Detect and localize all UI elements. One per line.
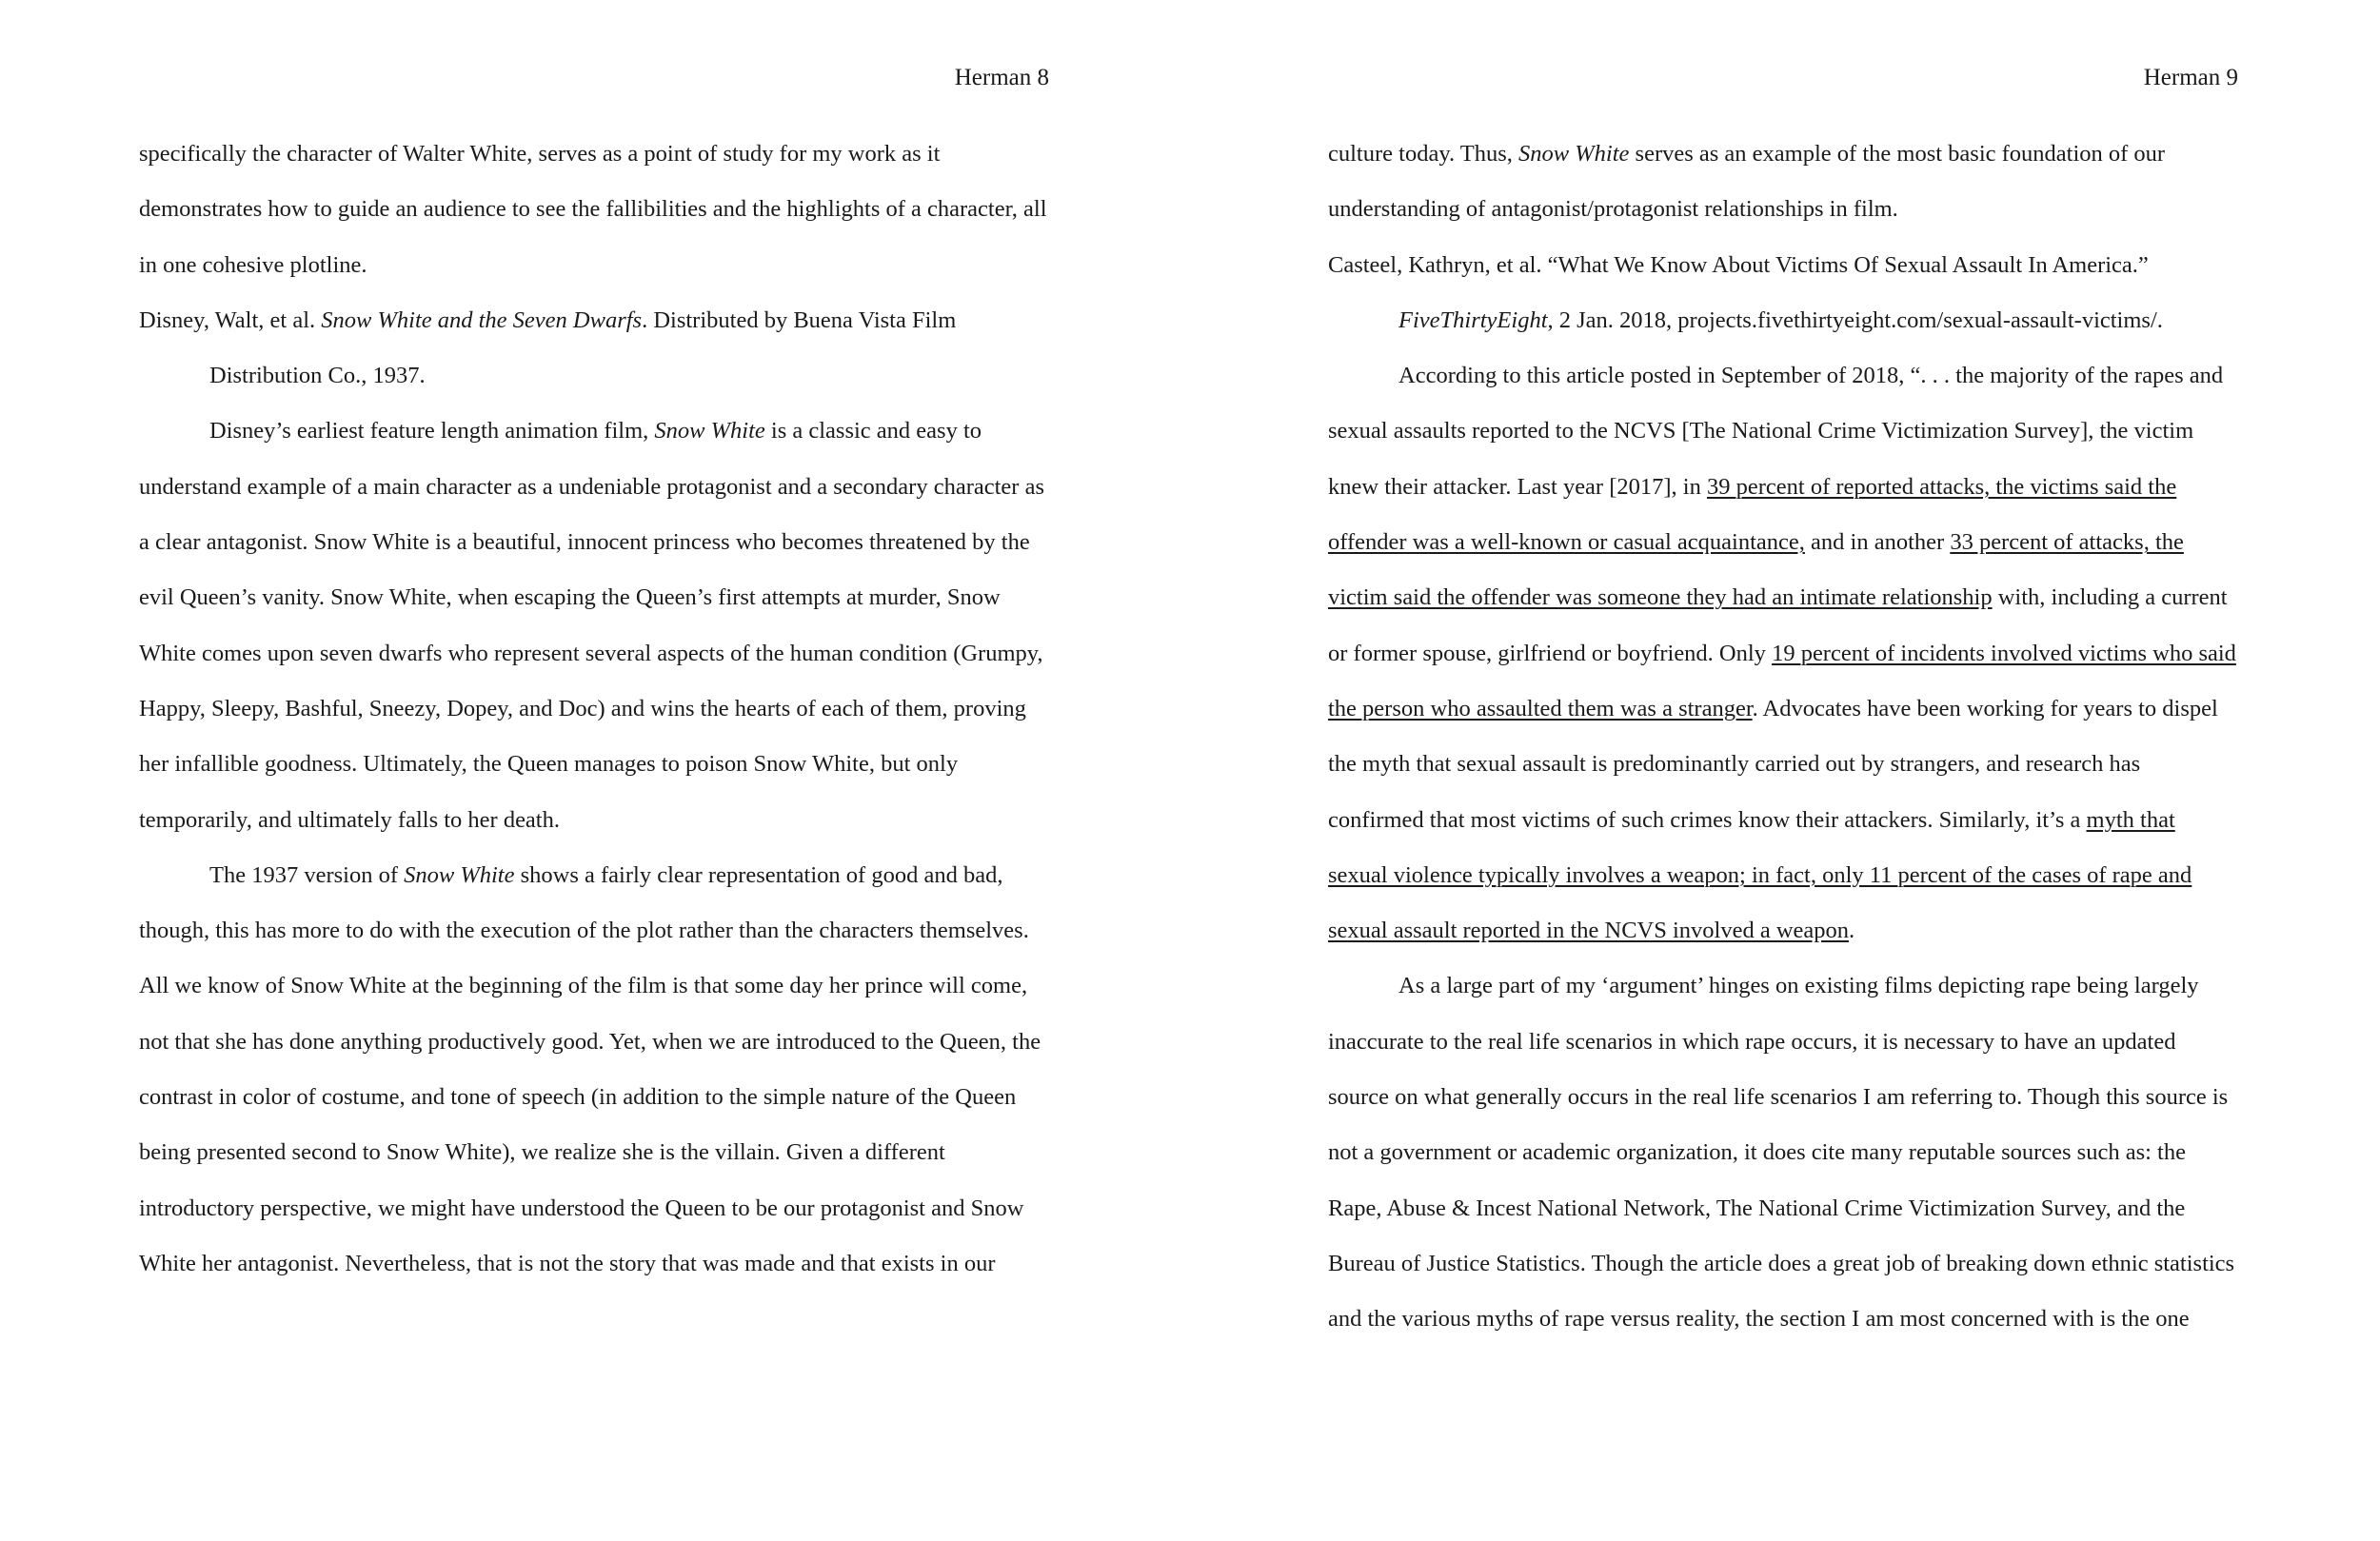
text-line: temporarily, and ultimately falls to her death. [139, 806, 560, 833]
text-run: confirmed that most victims of such crimes know their attackers. Similarly, it’s a [1328, 806, 2087, 833]
text-line: All we know of Snow White at the beginning of the film is that some day her prince will come, [139, 973, 1028, 999]
text-line [1328, 805, 2238, 860]
page-header-left: Herman 8 [954, 65, 1049, 90]
underlined-quote: myth that [2086, 806, 2175, 833]
text-run: and in another [1804, 529, 1951, 556]
text-line: being presented second to Snow White), we realize she is the villain. Given a different [139, 1139, 945, 1166]
underlined-quote: the person who assaulted them was a stranger [1328, 695, 1753, 721]
citation-line [1328, 306, 2238, 361]
text-line: understanding of antagonist/protagonist relationships in film. [1328, 196, 1898, 223]
text-line: sexual assaults reported to the NCVS [The National Crime Victimization Survey], the victim [1328, 418, 2194, 445]
text-line: specifically the character of Walter White, serves as a point of study for my work as it [139, 141, 941, 167]
underlined-quote: 39 percent of reported attacks, the victims said the [1706, 473, 2177, 500]
underlined-quote: 33 percent of attacks, the [1950, 529, 2184, 556]
text-run: is a classic and easy to [764, 418, 982, 445]
text-line: her infallible goodness. Ultimately, the Queen manages to poison Snow White, but only [139, 751, 959, 778]
text-run: . Distributed by Buena Vista Film [642, 306, 957, 333]
text-line [1328, 583, 2238, 638]
text-line [139, 860, 1049, 916]
page-body-right [1328, 139, 2238, 1360]
text-run: knew their attacker. Last year [2017], in [1328, 473, 1707, 500]
text-line [1328, 472, 2238, 527]
text-line: As a large part of my ‘argument’ hinges on existing films depicting rape being largely [1398, 973, 2199, 999]
text-run: . Advocates have been working for years to dispel [1752, 695, 2218, 721]
italic-title: Snow White and the Seven Dwarfs [321, 306, 643, 333]
text-line: White her antagonist. Nevertheless, that is not the story that was made and that exists in our [139, 1250, 996, 1276]
text-run: Disney’s earliest feature length animation film, [209, 418, 655, 445]
text-line: Bureau of Justice Statistics. Though the article does a great job of breaking down ethnic statistics [1328, 1250, 2235, 1276]
text-line: evil Queen’s vanity. Snow White, when escaping the Queen’s first attempts at murder, Snow [139, 584, 1001, 611]
underlined-quote: victim said the offender was someone they had an intimate relationship [1328, 584, 1993, 611]
italic-title: Snow White [404, 861, 515, 888]
text-line: the myth that sexual assault is predominantly carried out by strangers, and research has [1328, 751, 2141, 778]
text-line: a clear antagonist. Snow White is a beautiful, innocent princess who becomes threatened by the [139, 529, 1030, 556]
text-line [1328, 527, 2238, 583]
page-body-left [139, 139, 1049, 1304]
underlined-quote: sexual violence typically involves a weapon; in fact, only 11 percent of the cases of rape and [1328, 861, 2192, 888]
text-line: According to this article posted in September of 2018, “. . . the majority of the rapes and [1398, 363, 2224, 389]
page-header-right: Herman 9 [2143, 65, 2238, 90]
text-line: source on what generally occurs in the real life scenarios I am referring to. Though this source is [1328, 1084, 2229, 1111]
text-line: inaccurate to the real life scenarios in which rape occurs, it is necessary to have an updated [1328, 1028, 2176, 1055]
underlined-quote: offender was a well-known or casual acquaintance, [1328, 529, 1805, 556]
text-run: . [1849, 918, 1855, 944]
underlined-quote: sexual assault reported in the NCVS involved a weapon [1328, 918, 1850, 944]
text-line [1328, 139, 2238, 194]
text-line: understand example of a main character as a undeniable protagonist and a secondary character as [139, 473, 1044, 500]
text-run: or former spouse, girlfriend or boyfriend. Only [1328, 640, 1773, 666]
text-run: The 1937 version of [209, 861, 405, 888]
text-run: Disney, Walt, et al. [139, 306, 322, 333]
text-line: not a government or academic organization, it does cite many reputable sources such as: the [1328, 1139, 2186, 1166]
citation-line: Distribution Co., 1937. [209, 363, 426, 389]
text-line: introductory perspective, we might have understood the Queen to be our protagonist and Snow [139, 1195, 1024, 1221]
text-line: White comes upon seven dwarfs who represent several aspects of the human condition (Grumpy, [139, 640, 1043, 666]
text-line: though, this has more to do with the execution of the plot rather than the characters themselves. [139, 918, 1029, 944]
page-right [1328, 0, 2238, 1541]
text-run: serves as an example of the most basic foundation of our [1629, 141, 2166, 167]
citation-line: Casteel, Kathryn, et al. “What We Know About Victims Of Sexual Assault In America.” [1328, 251, 2149, 278]
text-line: demonstrates how to guide an audience to see the fallibilities and the highlights of a character, all [139, 196, 1047, 223]
citation-line [139, 306, 1049, 361]
text-line: Happy, Sleepy, Bashful, Sneezy, Dopey, and Doc) and wins the hearts of each of them, proving [139, 695, 1026, 721]
text-line [139, 416, 1049, 471]
italic-title: FiveThirtyEight [1398, 306, 1548, 333]
text-line [1328, 694, 2238, 749]
text-run: , 2 Jan. 2018, projects.fivethirtyeight.com/sexual-assault-victims/. [1547, 306, 2163, 333]
text-line: Rape, Abuse & Incest National Network, The National Crime Victimization Survey, and the [1328, 1195, 2186, 1221]
text-line: contrast in color of costume, and tone of speech (in addition to the simple nature of the Queen [139, 1084, 1017, 1111]
text-line: not that she has done anything productively good. Yet, when we are introduced to the Queen, the [139, 1028, 1041, 1055]
page-left [139, 0, 1049, 1541]
italic-title: Snow White [1518, 141, 1630, 167]
text-line [1328, 860, 2238, 916]
text-line: and the various myths of rape versus reality, the section I am most concerned with is the one [1328, 1306, 2190, 1333]
text-run: shows a fairly clear representation of good and bad, [514, 861, 1003, 888]
text-run: culture today. Thus, [1328, 141, 1519, 167]
text-run: with, including a current [1992, 584, 2228, 611]
text-line [1328, 639, 2238, 694]
italic-title: Snow White [654, 418, 765, 445]
underlined-quote: 19 percent of incidents involved victims who said [1772, 640, 2236, 666]
text-line: in one cohesive plotline. [139, 251, 367, 278]
text-line [1328, 916, 2238, 971]
